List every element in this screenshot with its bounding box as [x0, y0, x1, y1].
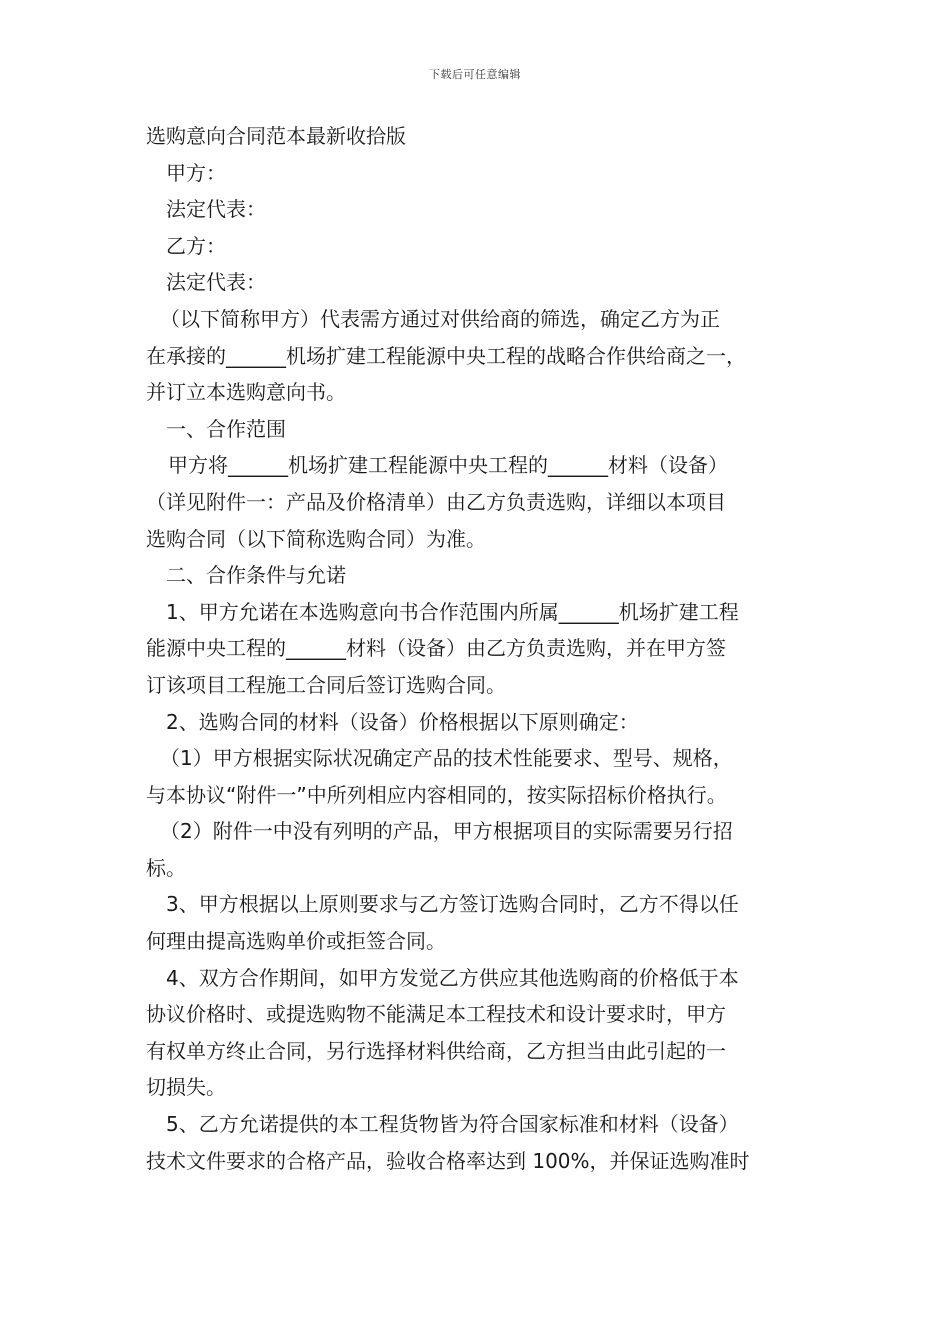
party-a-representative-label: 法定代表： [166, 197, 266, 222]
clause-3-line: 3、甲方根据以上原则要求与乙方签订选购合同时，乙方不得以任 [166, 892, 739, 917]
clause-4-line: 协议价格时、或提选购物不能满足本工程技术和设计要求时，甲方 [146, 1002, 726, 1027]
section-1-line: 选购合同（以下简称选购合同）为准。 [146, 526, 486, 551]
clause-2-1-line: （1）甲方根据实际状况确定产品的技术性能要求、型号、规格， [160, 746, 733, 771]
intro-line: （以下简称甲方）代表需方通过对供给商的筛选，确定乙方为正 [160, 306, 720, 331]
document-title: 选购意向合同范本最新收拾版 [146, 124, 406, 148]
clause-1-line: 订该项目工程施工合同后签订选购合同。 [146, 672, 506, 697]
header-note: 下载后可任意编辑 [429, 68, 521, 81]
section-2-heading: 二、合作条件与允诺 [166, 563, 346, 588]
clause-1-line: 能源中央工程的______材料（设备）由乙方负责选购，并在甲方签 [146, 636, 726, 661]
clause-3-line: 何理由提高选购单价或拒签合同。 [146, 929, 446, 954]
party-b-label: 乙方： [166, 233, 226, 258]
clause-5-line: 5、乙方允诺提供的本工程货物皆为符合国家标准和材料（设备） [166, 1112, 739, 1137]
section-1-heading: 一、合作范围 [166, 416, 286, 441]
document-body [146, 118, 818, 1179]
section-1-line: 甲方将______机场扩建工程能源中央工程的______材料（设备） [168, 453, 728, 478]
clause-2-line: 2、选购合同的材料（设备）价格根据以下原则确定： [166, 709, 639, 734]
party-a-label: 甲方： [166, 160, 226, 185]
clause-2-2-line: （2）附件一中没有列明的产品，甲方根据项目的实际需要另行招 [160, 819, 733, 844]
clause-1-line: 1、甲方允诺在本选购意向书合作范围内所属______机场扩建工程 [166, 599, 739, 624]
intro-line: 并订立本选购意向书。 [146, 380, 346, 405]
clause-2-2-line: 标。 [146, 855, 186, 880]
clause-4-line: 切损失。 [146, 1075, 226, 1100]
clause-4-line: 4、双方合作期间，如甲方发觉乙方供应其他选购商的价格低于本 [166, 965, 739, 990]
party-b-representative-label: 法定代表： [166, 270, 266, 295]
clause-5-line: 技术文件要求的合格产品，验收合格率达到 100%，并保证选购准时 [146, 1148, 750, 1173]
intro-line: 在承接的______机场扩建工程能源中央工程的战略合作供给商之一， [146, 343, 746, 368]
section-1-line: （详见附件一：产品及价格清单）由乙方负责选购，详细以本项目 [146, 489, 726, 514]
clause-4-line: 有权单方终止合同，另行选择材料供给商，乙方担当由此引起的一 [146, 1038, 726, 1063]
clause-2-1-line: 与本协议“附件一”中所列相应内容相同的，按实际招标价格执行。 [146, 782, 727, 807]
